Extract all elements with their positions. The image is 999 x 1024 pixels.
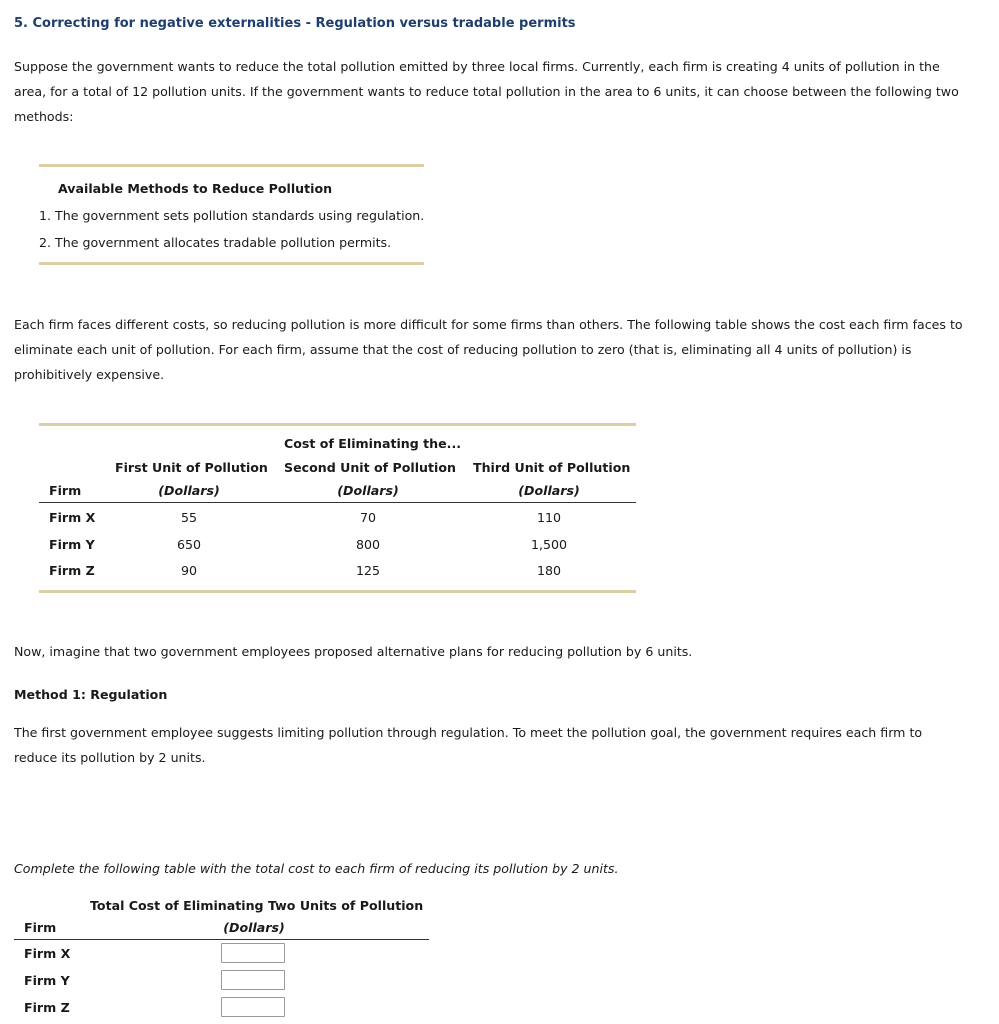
method-item-text: The government allocates tradable pollution permits. (55, 235, 392, 250)
column-unit-third: (Dollars) (518, 483, 580, 498)
column-unit-second: (Dollars) (337, 483, 399, 498)
method-item-number: 1. (39, 208, 52, 223)
table-cell: 650 (176, 537, 202, 552)
table-row-firm: Firm X (49, 510, 96, 525)
method-item-2 (39, 235, 391, 250)
table-cell: 125 (355, 563, 381, 578)
table-cell: 55 (180, 510, 198, 525)
table-row-firm: Firm Y (24, 973, 70, 988)
answer-table-header-rule (14, 939, 429, 940)
column-header-third-unit: Third Unit of Pollution (473, 460, 631, 475)
intro-paragraph: Suppose the government wants to reduce the total pollution emitted by three local firms. Currently, each firm is creating 4 units of pollution in the area, for a total of 12 pollution units. If the government wants to reduce total pollution in the area to 6 units, it can choose between the following two methods: (14, 59, 959, 124)
table-cell: 800 (355, 537, 381, 552)
costs-intro-paragraph: Each firm faces different costs, so reducing pollution is more difficult for some firms than others. The following table shows the cost each firm faces to eliminate each unit of pollution. For each firm, assume that the cost of reducing pollution to zero (that is, eliminating all 4 units of pollution) is prohibitively expensive. (14, 317, 963, 382)
cost-table-bottom-rule (39, 590, 636, 593)
column-header-first-unit: First Unit of Pollution (115, 460, 268, 475)
method-item-number: 2. (39, 235, 52, 250)
method-item-text: The government sets pollution standards using regulation. (55, 208, 425, 223)
method-item-1 (39, 208, 424, 223)
column-unit-first: (Dollars) (158, 483, 220, 498)
table-row-firm: Firm Z (49, 563, 95, 578)
answer-table-firm-header: Firm (24, 920, 57, 935)
answer-table-unit: (Dollars) (223, 920, 285, 935)
firm-y-total-cost-input[interactable] (221, 970, 285, 990)
column-header-second-unit: Second Unit of Pollution (284, 460, 456, 475)
answer-table-header: Total Cost of Eliminating Two Units of Pollution (90, 898, 424, 913)
methods-bottom-rule (39, 262, 424, 265)
table-cell: 110 (536, 510, 562, 525)
plans-paragraph: Now, imagine that two government employees proposed alternative plans for reducing pollution by 6 units. (14, 644, 693, 659)
table-cell: 1,500 (530, 537, 568, 552)
methods-heading: Available Methods to Reduce Pollution (58, 181, 333, 196)
method1-paragraph: The first government employee suggests limiting pollution through regulation. To meet the pollution goal, the government requires each firm to reduce its pollution by 2 units. (14, 725, 923, 765)
firm-x-total-cost-input[interactable] (221, 943, 285, 963)
table-row-firm: Firm Z (24, 1000, 70, 1015)
cost-table-super-header: Cost of Eliminating the... (284, 436, 462, 451)
cost-table-header-rule (39, 502, 636, 503)
table-row-firm: Firm Y (49, 537, 95, 552)
cost-table-firm-header: Firm (49, 483, 82, 498)
table-cell: 90 (180, 563, 198, 578)
cost-table-top-rule (39, 423, 636, 426)
method1-heading: Method 1: Regulation (14, 687, 168, 702)
instruction-text: Complete the following table with the total cost to each firm of reducing its pollution by 2 units. (14, 861, 619, 876)
page-title: 5. Correcting for negative externalities - Regulation versus tradable permits (14, 16, 576, 31)
table-row-firm: Firm X (24, 946, 71, 961)
table-cell: 180 (536, 563, 562, 578)
methods-top-rule (39, 164, 424, 167)
table-cell: 70 (359, 510, 377, 525)
firm-z-total-cost-input[interactable] (221, 997, 285, 1017)
